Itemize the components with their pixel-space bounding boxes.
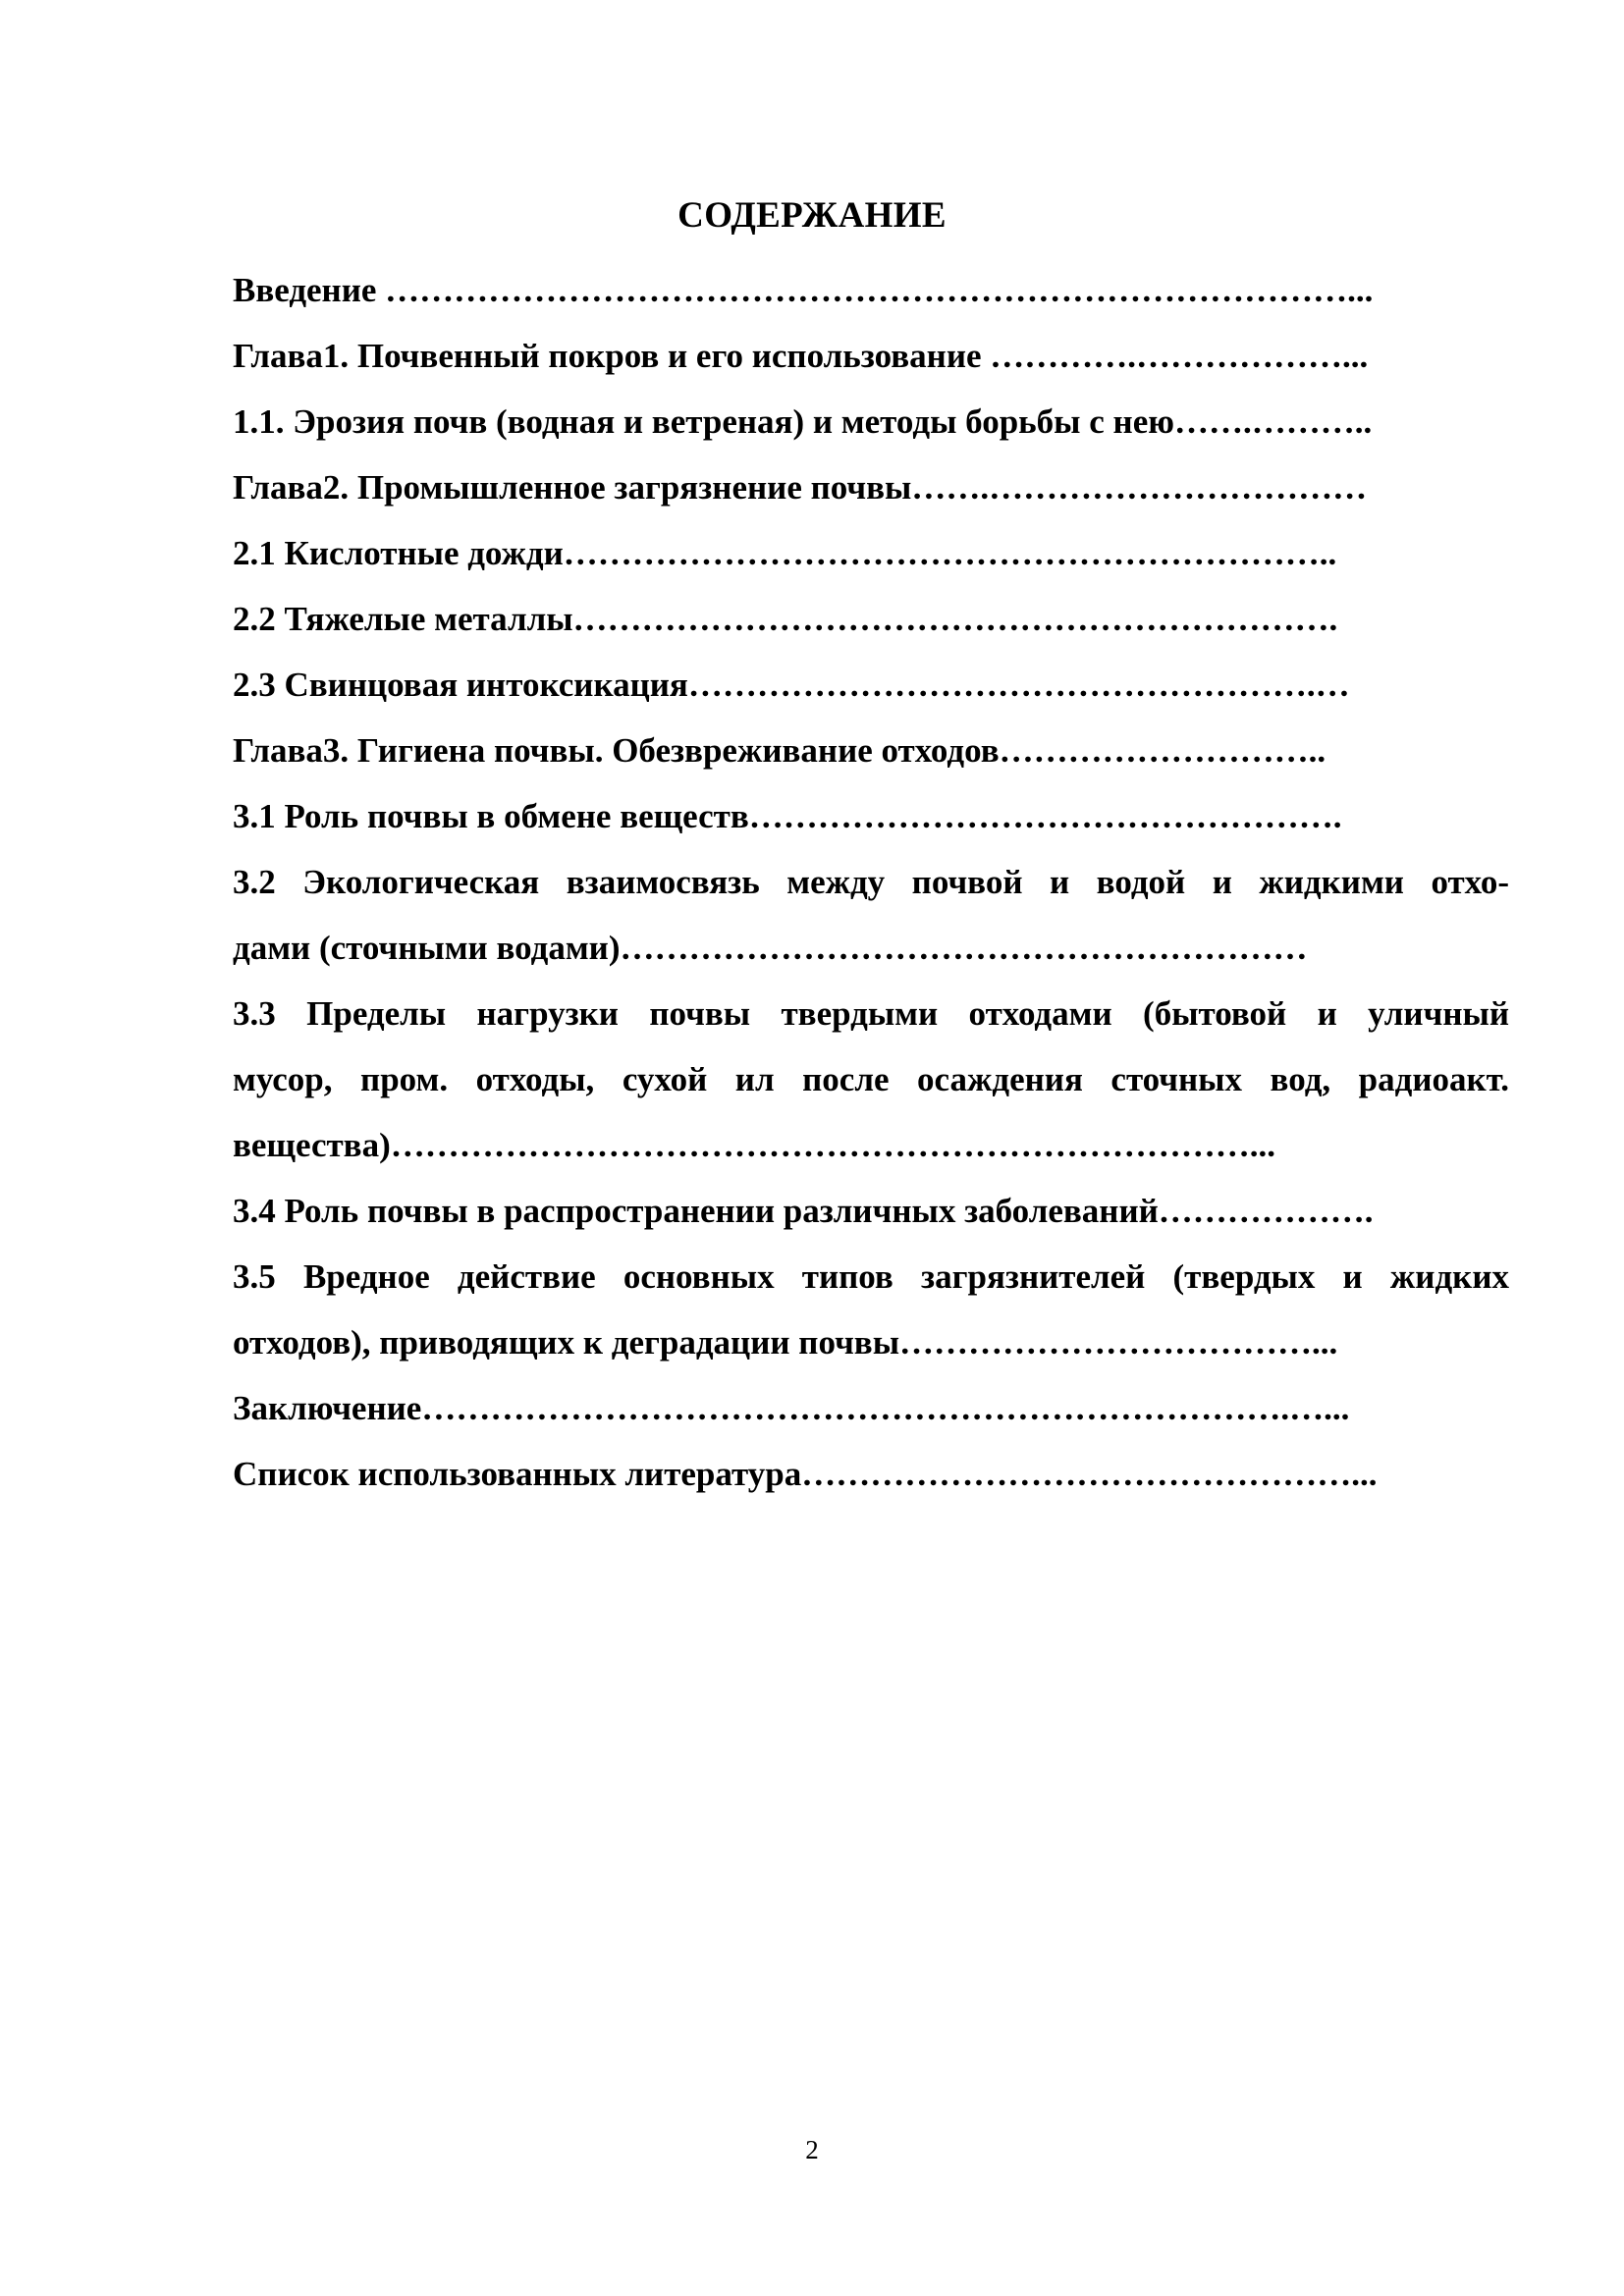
toc-line-section-2-1: 2.1 Кислотные дожди………………………………………………………….. [233, 534, 1337, 572]
toc-line-introduction: Введение …………………………………………………………………………... [233, 271, 1374, 309]
toc-line-chapter-2: Глава2. Промышленное загрязнение почвы…….…………………………… [233, 468, 1368, 507]
page-number: 2 [805, 2135, 819, 2164]
toc-line-section-3-2: 3.2 Экологическая взаимосвязь между почвой и водой и жидкими отхо- [233, 863, 1509, 901]
toc-line-section-2-3: 2.3 Свинцовая интоксикация……………………………………………….… [233, 666, 1350, 704]
toc-line-section-3-3-end: вещества)…………………………………………………………………... [233, 1126, 1275, 1164]
toc-line-chapter-1: Глава1. Почвенный покров и его использование ………….………………... [233, 337, 1369, 375]
toc-line-section-3-4: 3.4 Роль почвы в распространении различных заболеваний………………. [233, 1192, 1374, 1230]
toc-line-chapter-3: Глава3. Гигиена почвы. Обезвреживание отходов……………………….. [233, 731, 1326, 770]
toc-line-section-2-2: 2.2 Тяжелые металлы…………………………………………………………. [233, 600, 1338, 638]
toc-line-conclusion: Заключение………………………………………………………………….…... [233, 1389, 1350, 1427]
toc-line-section-3-1: 3.1 Роль почвы в обмене веществ……………………………………………. [233, 797, 1342, 835]
toc-line-section-3-5-continued: отходов), приводящих к деградации почвы………………………………... [233, 1323, 1338, 1362]
toc-title: СОДЕРЖАНИЕ [677, 195, 947, 236]
toc-line-section-3-3-continued: мусор, пром. отходы, сухой ил после осаждения сточных вод, радиоакт. [233, 1060, 1509, 1098]
toc-line-section-3-2-continued: дами (сточными водами)…………………………………………………… [233, 929, 1308, 967]
toc-line-section-1-1: 1.1. Эрозия почв (водная и ветреная) и методы борьбы с нею…….……….. [233, 402, 1373, 441]
toc-line-section-3-3: 3.3 Пределы нагрузки почвы твердыми отходами (бытовой и уличный [233, 994, 1509, 1033]
toc-line-section-3-5: 3.5 Вредное действие основных типов загрязнителей (твердых и жидких [233, 1257, 1509, 1296]
table-of-contents [233, 257, 1509, 1507]
toc-line-references: Список использованных литература…………………………………………... [233, 1455, 1378, 1493]
